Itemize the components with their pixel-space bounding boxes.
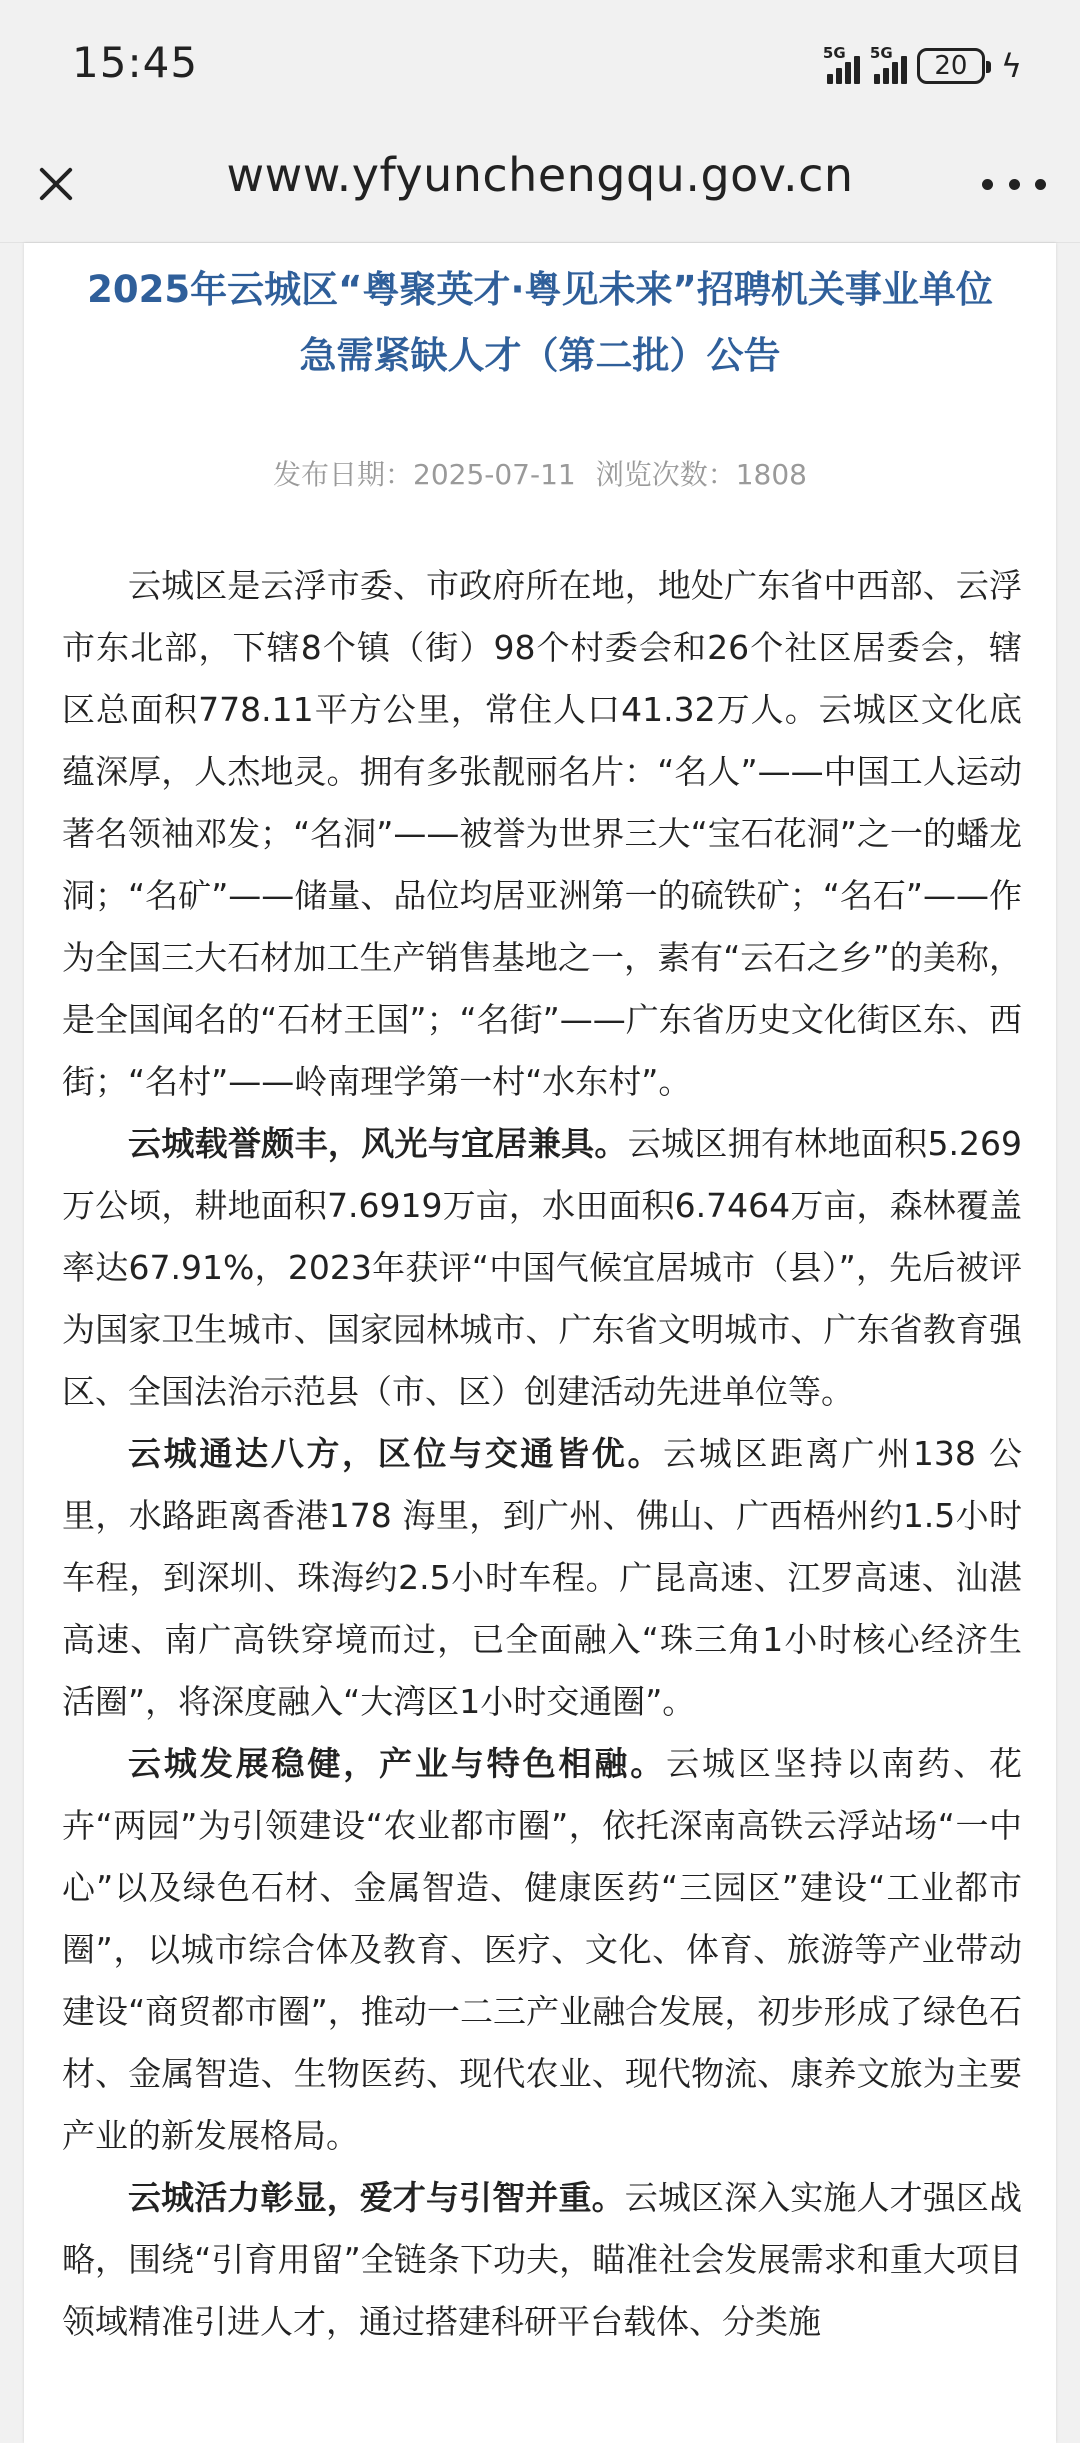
- article-body: [62, 555, 1022, 2353]
- paragraph-text: 云城区深入实施人才强区战略，围绕“引育用留”全链条下功夫，瞄准社会发展需求和重大项目领域精准引进人才，通过搭建科研平台载体、分类施: [62, 2178, 1023, 2341]
- paragraph-lead: 云城活力彰显，爱才与引智并重。: [128, 2178, 625, 2217]
- status-bar: [0, 0, 1080, 130]
- battery-level: 20: [934, 51, 968, 81]
- paragraph-lead: 云城发展稳健，产业与特色相融。: [128, 1744, 667, 1783]
- paragraph-text: 云城区距离广州138 公里，水路距离香港178 海里，到广州、佛山、广西梧州约1.5小时车程，到深圳、珠海约2.5小时车程。广昆高速、江罗高速、汕湛高速、南广高铁穿境而过，已全面融入“珠三角1小时核心经济生活圈”，将深度融入“大湾区1小时交通圈”。: [62, 1434, 1022, 1721]
- status-time: 15:45: [72, 38, 199, 87]
- network-label-secondary: 5G: [869, 44, 893, 62]
- signal-icon-secondary: [869, 44, 907, 84]
- paragraph-intro: 云城区是云浮市委、市政府所在地，地处广东省中西部、云浮市东北部，下辖8个镇（街）98个村委会和26个社区居委会，辖区总面积778.11平方公里，常住人口41.32万人。云城区文化底蕴深厚，人杰地灵。拥有多张靓丽名片：“名人”——中国工人运动著名领袖邓发；“名洞”——被誉为世界三大“宝石花洞”之一的蟠龙洞；“名矿”——储量、品位均居亚洲第一的硫铁矿；“名石”——作为全国三大石材加工生产销售基地之一，素有“云石之乡”的美称，是全国闻名的“石材王国”；“名街”——广东省历史文化街区东、西街；“名村”——岭南理学第一村“水东村”。: [62, 566, 1022, 1101]
- paragraph-lead: 云城通达八方，区位与交通皆优。: [128, 1434, 664, 1473]
- signal-icon: [822, 44, 860, 84]
- view-count: 浏览次数：1808: [595, 458, 807, 491]
- charging-icon: ϟ: [1000, 47, 1022, 85]
- battery-icon: [917, 48, 985, 84]
- article-card: [24, 243, 1056, 2443]
- url-title[interactable]: www.yfyunchengqu.gov.cn: [226, 148, 854, 202]
- browser-toolbar: [0, 130, 1080, 243]
- article-title-line1: 2025年云城区“粤聚英才·粤见未来”招聘机关事业单位: [87, 268, 993, 311]
- paragraph-industry: [62, 1733, 1022, 2167]
- paragraph-honors: [62, 1113, 1022, 1423]
- network-label: 5G: [822, 44, 846, 62]
- paragraph-text: 云城区拥有林地面积5.269万公顷，耕地面积7.6919万亩，水田面积6.7464万亩，森林覆盖率达67.91%，2023年获评“中国气候宜居城市（县）”，先后被评为国家卫生城市、国家园林城市、广东省文明城市、广东省教育强区、全国法治示范县（市、区）创建活动先进单位等。: [62, 1124, 1022, 1411]
- status-indicators: [823, 44, 1022, 88]
- paragraph-talent: [62, 2167, 1022, 2353]
- article-meta: [24, 453, 1056, 493]
- article-title-line2: 急需紧缺人才（第二批）公告: [299, 334, 781, 377]
- paragraph-lead: 云城载誉颇丰，风光与宜居兼具。: [128, 1124, 628, 1163]
- paragraph-transport: [62, 1423, 1022, 1733]
- publish-date: 发布日期：2025-07-11: [273, 458, 576, 491]
- paragraph-text: 云城区坚持以南药、花卉“两园”为引领建设“农业都市圈”，依托深南高铁云浮站场“一中心”以及绿色石材、金属智造、健康医药“三园区”建设“工业都市圈”，以城市综合体及教育、医疗、文化、体育、旅游等产业带动建设“商贸都市圈”，推动一二三产业融合发展，初步形成了绿色石材、金属智造、生物医药、现代农业、现代物流、康养文旅为主要产业的新发展格局。: [62, 1744, 1022, 2155]
- article-title: [64, 257, 1016, 389]
- more-options-icon[interactable]: [982, 164, 1046, 204]
